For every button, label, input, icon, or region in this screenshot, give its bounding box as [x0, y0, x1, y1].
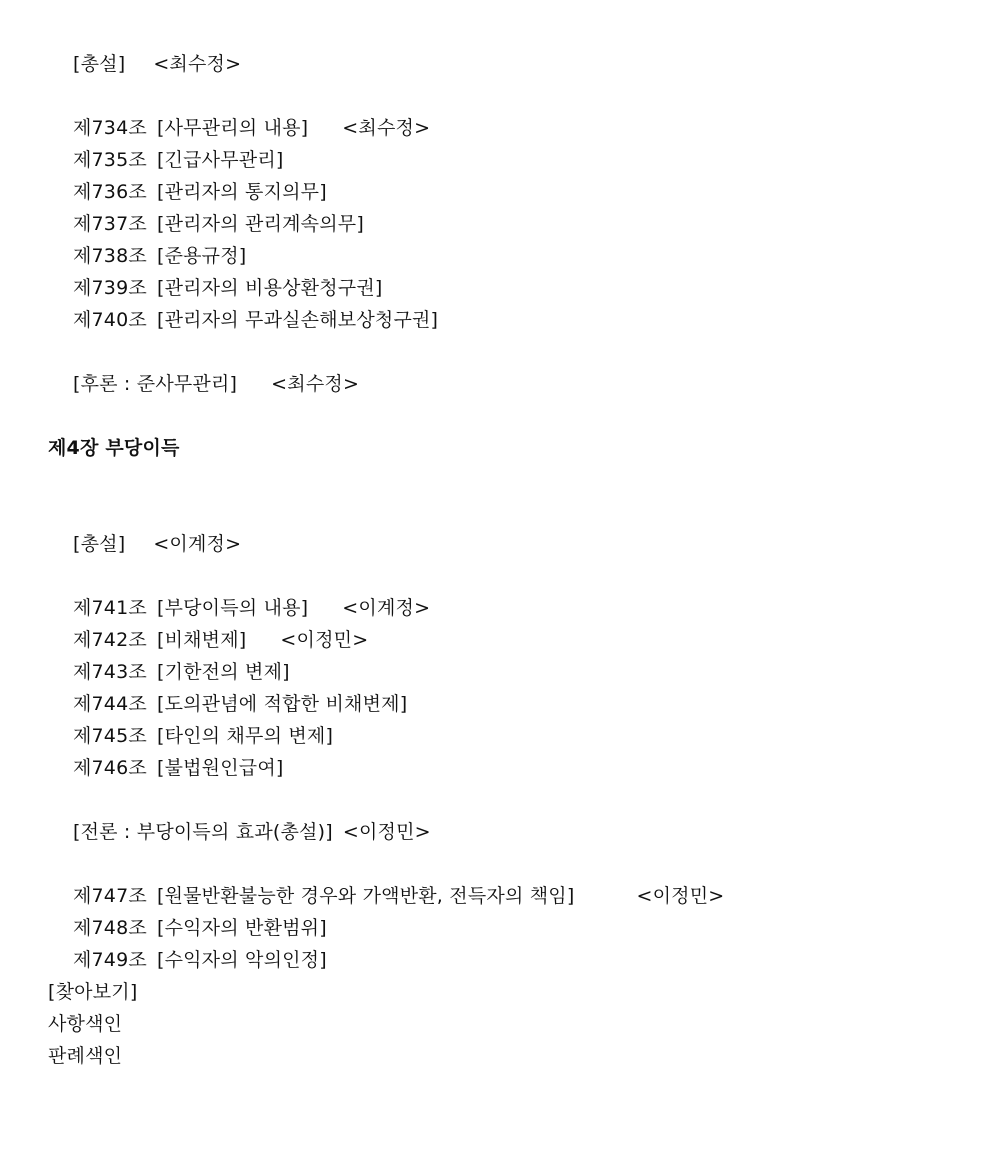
- article-number: 제734조: [72, 117, 147, 139]
- article-number: 제749조: [72, 949, 147, 971]
- index-heading: [찾아보기]: [48, 981, 138, 1003]
- author-name: <최수정>: [153, 53, 242, 75]
- article-title: [비채변제]: [156, 629, 247, 651]
- article-number: 제747조: [72, 885, 147, 907]
- article-title: [관리자의 통지의무]: [156, 181, 327, 203]
- section-title: [후론 : 준사무관리]: [72, 373, 238, 395]
- article-734: [48, 80, 968, 139]
- article-747: [48, 848, 968, 907]
- author-name: <이정민>: [280, 629, 369, 651]
- article-number: 제736조: [72, 181, 147, 203]
- article-title: [타인의 채무의 변제]: [156, 725, 334, 747]
- article-title: [사무관리의 내용]: [156, 117, 309, 139]
- article-title: [관리자의 비용상환청구권]: [156, 277, 383, 299]
- article-title: [도의관념에 적합한 비채변제]: [156, 693, 408, 715]
- general-section-2: [48, 496, 968, 555]
- article-title: [수익자의 악의인정]: [156, 949, 327, 971]
- author-name: <최수정>: [342, 117, 431, 139]
- article-number: 제735조: [72, 149, 147, 171]
- article-title: [부당이득의 내용]: [156, 597, 309, 619]
- article-number: 제748조: [72, 917, 147, 939]
- article-title: [준용규정]: [156, 245, 247, 267]
- article-title: [원물반환불능한 경우와 가액반환, 전득자의 책임]: [156, 885, 575, 907]
- article-title: [기한전의 변제]: [156, 661, 290, 683]
- author-name: <이계정>: [153, 533, 242, 555]
- article-number: 제738조: [72, 245, 147, 267]
- author-name: <이정민>: [342, 821, 431, 843]
- article-741: [48, 560, 968, 619]
- article-title: [관리자의 무과실손해보상청구권]: [156, 309, 439, 331]
- article-number: 제742조: [72, 629, 147, 651]
- article-title: [불법원인급여]: [156, 757, 284, 779]
- preface-section: [48, 784, 968, 843]
- section-title: [전론 : 부당이득의 효과(총설)]: [72, 821, 333, 843]
- spacer: [48, 464, 968, 496]
- document-body: [48, 16, 968, 1072]
- article-title: [관리자의 관리계속의무]: [156, 213, 364, 235]
- article-number: 제746조: [72, 757, 147, 779]
- chapter-heading: 제4장 부당이득: [48, 437, 180, 459]
- index-item-subject: 사항색인: [48, 1013, 123, 1035]
- article-title: [긴급사무관리]: [156, 149, 284, 171]
- article-title: [수익자의 반환범위]: [156, 917, 327, 939]
- article-number: 제744조: [72, 693, 147, 715]
- afterword-section: [48, 336, 968, 395]
- article-number: 제743조: [72, 661, 147, 683]
- article-number: 제740조: [72, 309, 147, 331]
- author-name: <이계정>: [342, 597, 431, 619]
- general-section-1: [48, 16, 968, 75]
- section-title: [총설]: [72, 533, 126, 555]
- article-number: 제745조: [72, 725, 147, 747]
- article-number: 제739조: [72, 277, 147, 299]
- author-name: <최수정>: [271, 373, 360, 395]
- article-number: 제741조: [72, 597, 147, 619]
- section-title: [총설]: [72, 53, 126, 75]
- index-item-cases: 판례색인: [48, 1045, 123, 1067]
- article-number: 제737조: [72, 213, 147, 235]
- author-name: <이정민>: [636, 885, 725, 907]
